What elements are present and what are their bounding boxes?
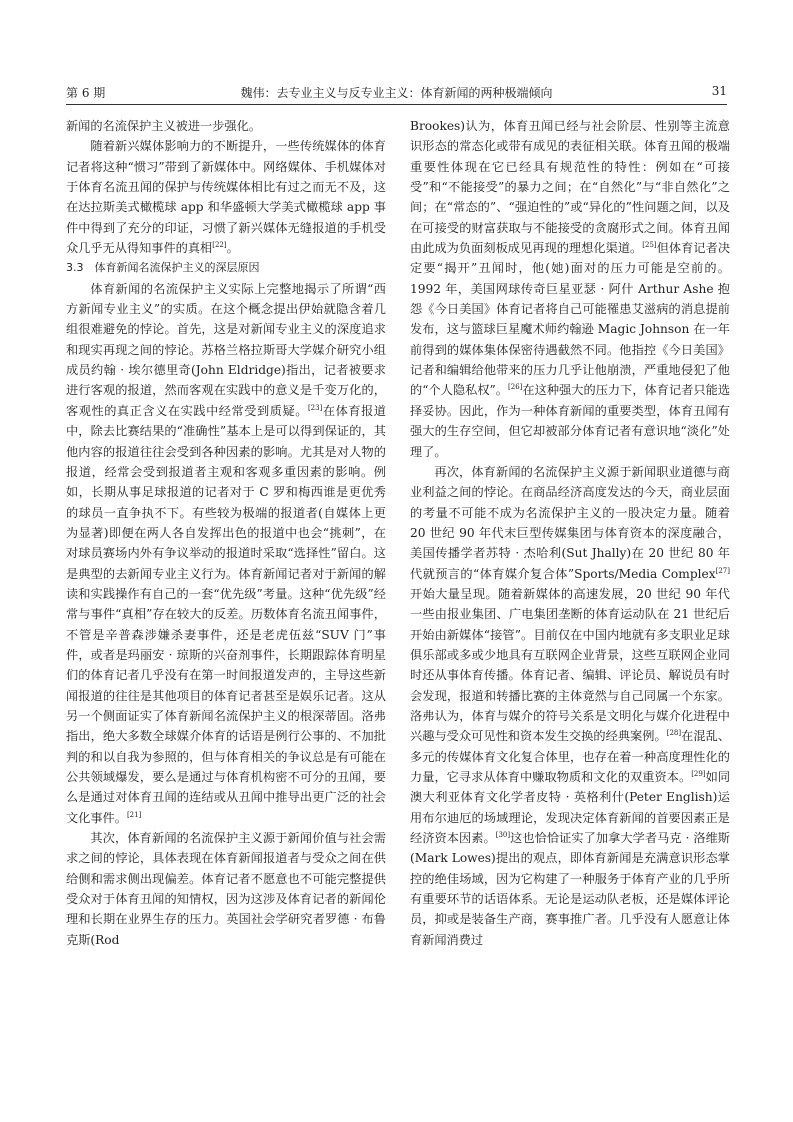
paragraph-text: 再次，体育新闻的名流保护主义源于新闻职业道德与商业利益之间的悖论。在商品经济高度发达的今天，商业层面的考量不可能不成为名流保护主义的一股决定力量。随着 20 世纪 90 年代末巨型传媒集团与体育资本的深度融合，美国传播学者苏特 · 杰哈利(Sut Jhally)在 20 世纪 80 年代就预言的“体育媒介复合体”Sports/Media Complex (410, 464, 730, 581)
paragraph (66, 279, 386, 828)
paragraph-text: 。 (226, 241, 239, 256)
paragraph-text: 在这种强大的压力下，体育记者只能选择妥协。因此，作为一种体育新闻的重要类型，体育丑闻有强大的生存空间，但它却被部分体育记者有意识地“淡化”处理了。 (410, 383, 731, 459)
paragraph (410, 462, 730, 950)
right-column (410, 116, 730, 950)
left-column (66, 116, 386, 950)
running-title: 魏伟：去专业主义与反专业主义：体育新闻的两种极端倾向 (240, 86, 553, 100)
running-header (66, 84, 727, 106)
paragraph-text: 在混乱、多元的传媒体育文化复合体里，也存在着一种高度理性化的力量，它寻求从体育中赚取物质和文化的双重资本。 (410, 729, 731, 784)
page-number: 31 (711, 84, 727, 98)
citation-ref: [22] (212, 241, 227, 249)
citation-ref: [30] (495, 830, 511, 839)
paragraph-text: 开始大量呈现。随着新媒体的高速发展，20 世纪 90 年代一些由报业集团、广电集团垄断的体育运动队在 21 世纪后开始由新媒体“接管”。目前仅在中国内地就有多支职业足球俱乐部或多或少地具有互联网企业背景，这些互联网企业同时还从事体育传播。体育记者、编辑、评论员、解说员有时会发现，报道和转播比赛的主体竟然与自己同属一个东家。洛弗认为，体育与媒介的符号关系是文明化与媒介化进程中兴趣与受众可见性和资本发生交换的经典案例。 (410, 586, 730, 744)
citation-ref: [26] (508, 383, 523, 392)
paragraph-text: 随着新兴媒体影响力的不断提升，一些传统媒体的体育记者将这种“惯习”带到了新媒体中。网络媒体、手机媒体对于体育名流丑闻的保护与传统媒体相比有过之而无不及，这在达拉斯美式橄榄球 app 和华盛顿大学美式橄榄球 app 事件中得到了充分的印证，习惯了新兴媒体无缝报道的手机受众几乎无从得知事件的真相 (66, 139, 386, 256)
paragraph (410, 116, 730, 462)
paragraph-text: 其次，体育新闻的名流保护主义源于新闻价值与社会需求之间的悖论，具体表现在体育新闻报道者与受众之间在供给侧和需求侧出现偏差。体育记者不愿意也不可能完整提供受众对于体育丑闻的知情权，因为这涉及体育记者的新闻伦理和长期在业界生存的压力。英国社会学研究者罗德 · 布鲁克斯(Rod (66, 831, 386, 947)
paragraph-text: 如同澳大利亚体育文化学者皮特 · 英格利什(Peter English)运用布尔迪厄的场域理论，发现决定体育新闻的首要因素正是经济资本因素。 (410, 770, 731, 846)
citation-ref: [21] (126, 810, 142, 819)
paragraph (66, 116, 386, 136)
header-rule (66, 104, 727, 105)
issue-number: 第 6 期 (66, 86, 106, 100)
citation-ref: [25] (642, 241, 657, 249)
paragraph-text: 在体育报道中，除去比赛结果的“准确性”基本上是可以得到保证的，其他内容的报道往往会受到各种因素的影响。尤其是对人物的报道，经常会受到报道者主观和客观多重因素的影响。例如，长期从事足球报道的记者对于 C 罗和梅西谁是更优秀的球员一直争执不下。有些较为极端的报道者(自媒体上更为显著)即便在两人各自发挥出色的报道中也会“挑刺”，在对球员赛场内外有争议举动的报道时采取“选择性”留白。这是典型的去新闻专业主义行为。体育新闻记者对于新闻的解读和实践操作有自己的一套“优先级”考量。这种“优先级”经常与事件“真相”存在较大的反差。历数体育名流丑闻事件，不管是辛普森涉嫌杀妻事件，还是老虎伍兹“SUV 门”事件，或者是玛丽安 · 琼斯的兴奋剂事件，长期跟踪体育明星们的体育记者几乎没有在第一时间报道发声的，主导这些新闻报道的往往是其他项目的体育记者甚至是娱乐记者。这从另一个侧面证实了体育新闻名流保护主义的根深蒂固。洛弗指出，绝大多数全球媒介体育的话语是例行公事的、不加批判的和以自我为参照的，但与体育相关的争议总是有可能在公共领域爆发，要么是通过与体育机构密不可分的丑闻，要么是通过对体育丑闻的连结或从丑闻中推导出更广泛的社会文化事件。 (66, 403, 386, 825)
paragraph (66, 828, 386, 950)
paragraph-text: Brookes)认为，体育丑闻已经与社会阶层、性别等主流意识形态的常态化或带有成见的表征相关联。体育丑闻的极端重要性体现在它已经具有规范性的特性：例如在“可接受”和“不能接受”的暴力之间；在“自然化”与“非自然化”之间；在“常态的”、“强迫性的”或“异化的”性问题之间，以及在可接受的财富获取与不能接受的贪腐形式之间。体育丑闻由此成为负面刻板成见再现的理想化渠道。 (410, 119, 730, 256)
paragraph-text: 新闻的名流保护主义被进一步强化。 (66, 119, 261, 133)
paragraph-text: 但体育记者决定要“揭开”丑闻时，他(她)面对的压力可能是空前的。1992 年，美国网球传奇巨星亚瑟 · 阿什 Arthur Ashe 抱怨《今日美国》体育记者将自己可能罹患艾滋病的消息提前发布，这与篮球巨星魔术师约翰逊 Magic Johnson 在一年前得到的媒体集体保密待遇截然不同。他指控《今日美国》记者和编辑给他带来的压力几乎让他崩溃，严重地侵犯了他的“个人隐私权”。 (410, 241, 731, 398)
paragraph-text: 这也恰恰证实了加拿大学者马克 · 洛维斯(Mark Lowes)提出的观点，即体育新闻是充满意识形态掌控的绝佳场域，因为它构建了一种服务于体育产业的几乎所有重要环节的话语体系。无论是运动队老板，还是媒体评论员，抑或是装备生产商，赛事推广者。几乎没有人愿意让体育新闻消费过 (410, 831, 730, 947)
paragraph-text: 体育新闻的名流保护主义实际上完整地揭示了所谓“西方新闻专业主义”的实质。在这个概念提出伊始就隐含着几组很难避免的悖论。首先，这是对新闻专业主义的深度追求和现实再现之间的悖论。苏格兰格拉斯哥大学媒介研究小组成员约翰 · 埃尔德里奇(John Eldridge)指出，记者被要求进行客观的报道，然而客观在实践中的意义是千变万化的，客观性的真正含义在实践中经常受到质疑。 (66, 281, 386, 418)
citation-ref: [28] (666, 729, 682, 738)
citation-ref: [23] (307, 403, 323, 412)
section-heading: 3.3 体育新闻名流保护主义的深层原因 (66, 261, 260, 275)
citation-ref: [29] (691, 769, 706, 778)
paragraph (66, 136, 386, 258)
citation-ref: [27] (715, 566, 730, 575)
